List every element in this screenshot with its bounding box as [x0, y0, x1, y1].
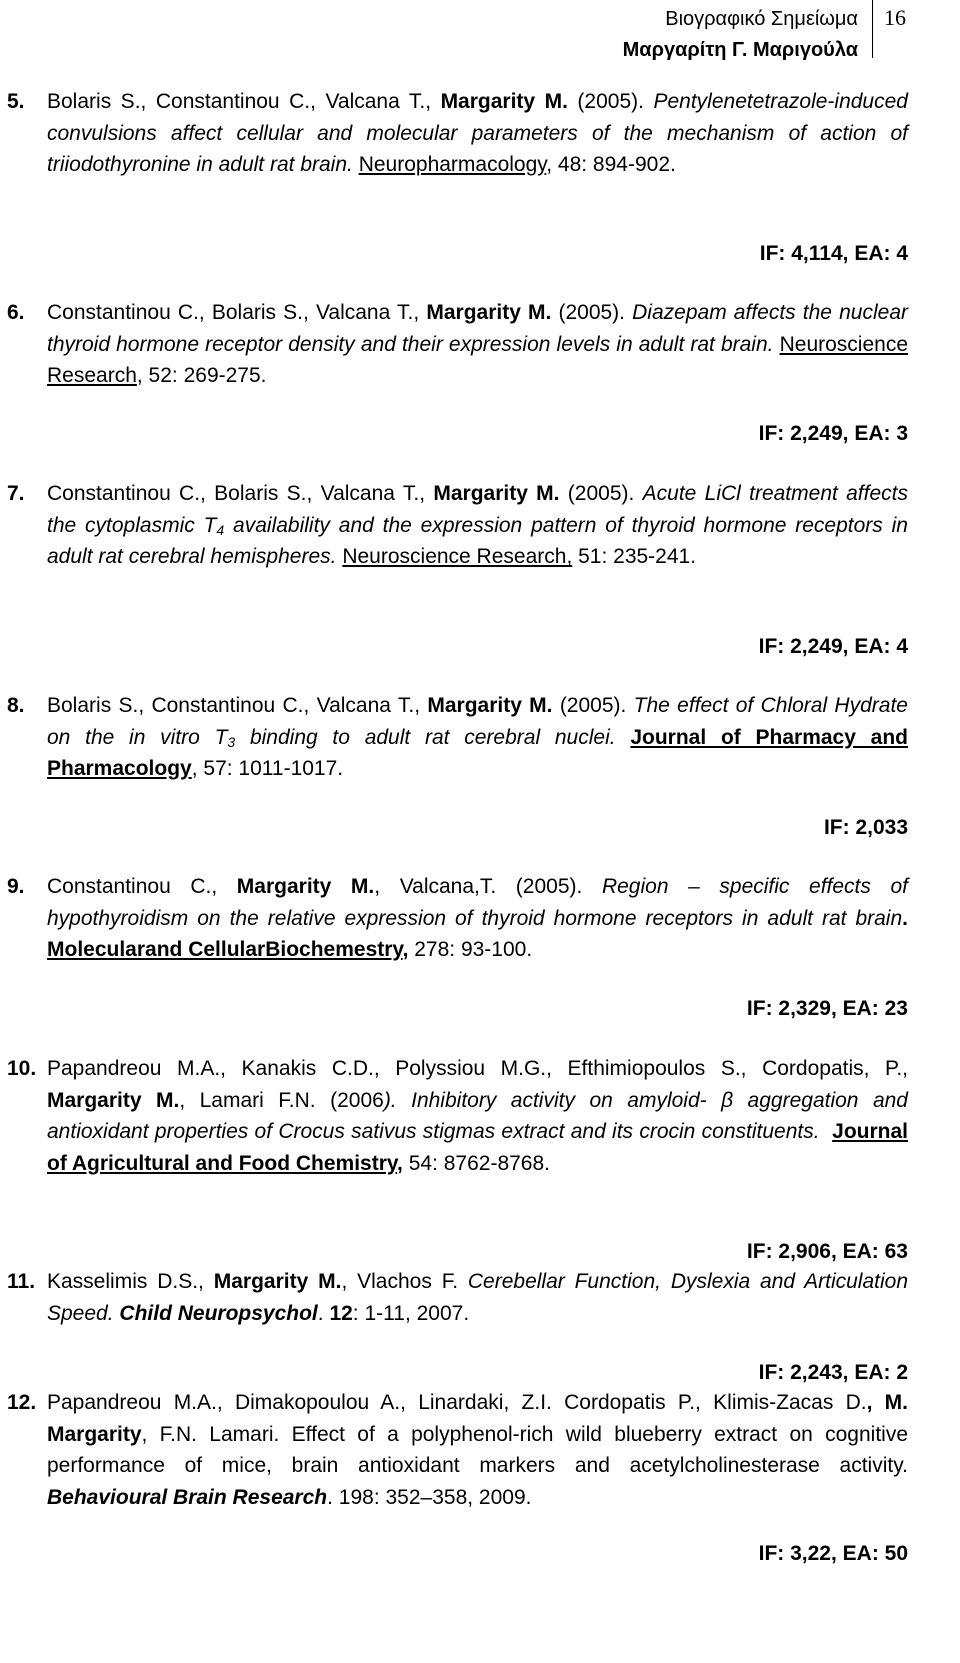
entry-year: (2005). — [552, 694, 634, 717]
entry-year: , Lamari F.N. (2006 — [179, 1088, 384, 1112]
entry-citation — [47, 297, 908, 392]
entry-journal: Neuroscience Research, — [342, 545, 573, 569]
entry-title: ). Inhibitory activity on amyloid- β aggregation and antioxidant properties of Crocus sativus stigmas extract and its crocin constituents. — [47, 1088, 908, 1144]
entry-title: Acute LiCl treatment affects the cytoplasmic $T_4$ availability and the expression pattern of thyroid hormone receptors in adult rat cerebral hemispheres. — [47, 482, 908, 569]
entry-volume-pages: . 198: 352–358, 2009. — [327, 1485, 532, 1509]
impact-factor: IF: 3,22, EA: 50 — [758, 1542, 908, 1565]
entry-title: Cerebellar Function, Dyslexia and Articulation Speed. — [47, 1270, 909, 1325]
entry-highlight-author: , M. Margarity — [47, 1391, 908, 1446]
entry-citation: Constantinou C., Margarity M., Valcana,T. (2005). Region – specific effects of hypothyroidism on the relative expression of thyroid hormone receptors in adult rat brain. Molecularand CellularBiochemestry, 278: 93-100. — [47, 875, 908, 962]
entry-volume-pages: 51: 235-241. — [572, 545, 697, 569]
entry-number: 9. — [7, 875, 25, 898]
entry-volume-pages: : 1-11, 2007. — [352, 1301, 470, 1325]
entry-number: 8. — [7, 694, 25, 717]
entry-highlight-author: Margarity M. — [440, 90, 568, 113]
entry-number: 6. — [7, 301, 25, 324]
entry-year: (2005). — [567, 90, 654, 113]
entry-volume-pages: , 57: 1011-1017. — [191, 757, 344, 781]
author-name: Μαργαρίτη Γ. Μαριγούλα — [622, 39, 858, 61]
entry-journal: Neuropharmacology — [358, 153, 547, 177]
document-type: Βιογραφικό Σημείωμα — [665, 8, 858, 30]
impact-factor: IF: 2,243, EA: 2 — [758, 1361, 908, 1384]
entry-citation: Kasselimis D.S., Margarity M., Vlachos F. Cerebellar Function, Dyslexia and Articulation Speed. Child Neuropsychol. 12: 1-11, 2007. — [47, 1270, 909, 1325]
entry-authors: Constantinou C., Bolaris S., Valcana T., — [47, 482, 434, 505]
entry-volume: 12 — [329, 1301, 353, 1325]
entry-title: Region – specific effects of hypothyroidism on the relative expression of thyroid hormone receptors in adult rat brain — [47, 875, 908, 930]
entry-highlight-author: Margarity M. — [433, 482, 560, 505]
entry-number: 10. — [7, 1057, 37, 1080]
entry-authors: Constantinou C., — [47, 875, 237, 898]
entry-highlight-author: Margarity M. — [426, 301, 552, 324]
entry-highlight-author: Margarity M. — [47, 1088, 180, 1112]
entry-authors: Papandreou M.A., Kanakis C.D., Polyssiou M.G., Efthimiopoulos S., Cordopatis, P., — [47, 1057, 908, 1080]
entry-highlight-author: Margarity M. — [213, 1270, 342, 1293]
entry-year: , Vlachos F. — [341, 1270, 468, 1293]
entry-journal: Journal of Agricultural and Food Chemistry — [47, 1120, 908, 1175]
entry-journal: Child Neuropsychol — [119, 1301, 318, 1325]
header-divider — [872, 0, 873, 58]
entry-authors: Bolaris S., Constantinou C., Valcana T., — [47, 90, 441, 113]
entry-title: , F.N. Lamari. Effect of a polyphenol-rich wild blueberry extract on cognitive performance of mice, brain antioxidant markers and acetylcholinesterase activity. — [47, 1422, 908, 1478]
entry-citation: Papandreou M.A., Kanakis C.D., Polyssiou M.G., Efthimiopoulos S., Cordopatis, P., Margarity M., Lamari F.N. (2006). Inhibitory activity on amyloid- β aggregation and antioxidant properties of Crocus sativus stigmas extract and its crocin constituents. Journal of Agricultural and Food Chemistry, 54: 8762-8768. — [47, 1057, 908, 1175]
entry-authors: Constantinou C., Bolaris S., Valcana T., — [47, 301, 427, 324]
impact-factor: IF: 2,249, EA: 4 — [758, 635, 908, 658]
entry-title: Pentylenetetrazole-induced convulsions affect cellular and molecular parameters of the mechanism of action of triiodothyronine in adult rat brain. — [47, 90, 908, 177]
page-number: 16 — [884, 5, 906, 30]
entry-year: , Valcana,T. (2005). — [374, 875, 602, 898]
entry-citation — [47, 1387, 908, 1513]
entry-citation — [47, 478, 908, 573]
entry-number: 12. — [7, 1391, 37, 1414]
entry-title: Diazepam affects the nuclear thyroid hormone receptor density and their expression levels in adult rat brain. — [47, 301, 908, 356]
entry-authors: Papandreou M.A., Dimakopoulou A., Linardaki, Z.I. Cordopatis P., Klimis-Zacas D. — [47, 1391, 867, 1414]
entry-journal: Journal of Pharmacy and Pharmacology — [47, 725, 908, 781]
entry-volume-pages: 54: 8762-8768. — [402, 1151, 550, 1175]
entry-journal: Molecularand CellularBiochemestry — [47, 938, 403, 962]
entry-title: The effect of Chloral Hydrate on the in vitro $T_3$ binding to adult rat cerebral nuclei. — [47, 694, 908, 750]
impact-factor: IF: 2,249, EA: 3 — [758, 422, 908, 445]
entry-citation — [47, 690, 908, 785]
entry-citation — [47, 86, 908, 181]
entry-authors: Bolaris S., Constantinou C., Valcana T., — [47, 694, 428, 717]
entry-number: 7. — [7, 482, 25, 505]
entry-journal: Behavioural Brain Research — [47, 1485, 328, 1509]
entry-volume-pages: , 52: 269-275. — [136, 364, 267, 388]
entry-authors: Kasselimis D.S., — [47, 1270, 214, 1293]
impact-factor: IF: 2,033 — [823, 816, 908, 839]
entry-highlight-author: Margarity M. — [427, 694, 553, 717]
entry-highlight-author: Margarity M. — [236, 875, 375, 898]
impact-factor: IF: 4,114, EA: 4 — [759, 242, 908, 265]
entry-number: 5. — [7, 90, 25, 113]
entry-number: 11. — [7, 1270, 36, 1293]
entry-year: (2005). — [551, 301, 633, 324]
entry-volume-pages: 278: 93-100. — [408, 938, 533, 962]
impact-factor: IF: 2,906, EA: 63 — [746, 1240, 908, 1263]
entry-year: (2005). — [559, 482, 643, 505]
header-block — [623, 4, 858, 66]
entry-journal: Neuroscience Research — [47, 332, 908, 388]
impact-factor: IF: 2,329, EA: 23 — [746, 997, 908, 1020]
entry-volume-pages: , 48: 894-902. — [546, 153, 676, 177]
